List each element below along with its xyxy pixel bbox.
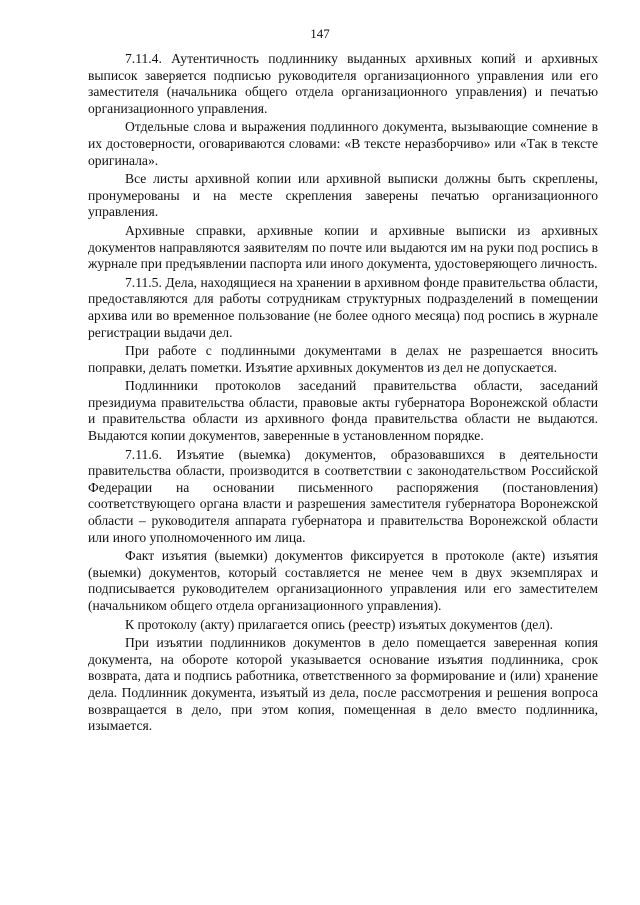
paragraph: 7.11.4. Аутентичность подлиннику выданных архивных копий и архивных выписок заверяется подписью руководителя организационного управления или его заместителя (начальника общего отдела организационного управления) и печатью организационного управления. [88, 51, 598, 116]
paragraph: Факт изъятия (выемки) документов фиксируется в протоколе (акте) изъятия (выемки) документов, который составляется не менее чем в двух экземплярах и подписывается руководителем организационного управления или его заместителем (начальником общего отдела организационного управления). [88, 548, 598, 613]
paragraph: К протоколу (акту) прилагается опись (реестр) изъятых документов (дел). [125, 616, 554, 632]
paragraph: При работе с подлинными документами в делах не разрешается вносить поправки, делать пометки. Изъятие архивных документов из дел не допускается. [88, 343, 598, 375]
paragraph: Отдельные слова и выражения подлинного документа, вызывающие сомнение в их достоверности, оговариваются словами: «В тексте неразборчиво» или «Так в тексте оригинала». [88, 119, 598, 168]
paragraph: Архивные справки, архивные копии и архивные выписки из архивных документов направляются заявителям по почте или выдаются им на руки под роспись в журнале при предъявлении паспорта или иного документа, удостоверяющего личность. [88, 222, 598, 272]
document-body [88, 51, 598, 737]
paragraph: 7.11.5. Дела, находящиеся на хранении в архивном фонде правительства области, предоставляются для работы сотрудникам структурных подразделений в помещении архива или во временное пользование (не более одного месяца) под роспись в журнале регистрации выдачи дел. [88, 274, 598, 340]
paragraph: Подлинники протоколов заседаний правительства области, заседаний президиума правительства области, правовые акты губернатора Воронежской области и правительства области из архивного фонда правительства области не выдаются. Выдаются копии документов, заверенные в установленном порядке. [88, 378, 598, 444]
paragraph: При изъятии подлинников документов в дело помещается заверенная копия документа, на обороте которой указывается основание изъятия подлинника, срок возврата, дата и подпись работника, ответственного за формирование и (или) хранение дела. Подлинник документа, изъятый из дела, после рассмотрения и решения вопроса возвращается в дело, при этом копия, помещенная в дело вместо подлинника, изымается. [88, 635, 598, 734]
paragraph: 7.11.6. Изъятие (выемка) документов, образовавшихся в деятельности правительства области, производится в соответствии с законодательством Российской Федерации на основании письменного распоряжения (постановления) соответствующего органа власти и разрешения заместителя губернатора Воронежской области – руководителя аппарата губернатора и правительства Воронежской области или иного уполномоченного им лица. [88, 446, 598, 545]
paragraph: Все листы архивной копии или архивной выписки должны быть скреплены, пронумерованы и на месте скрепления заверены печатью организационного управления. [88, 171, 598, 220]
page-number: 147 [310, 26, 330, 41]
